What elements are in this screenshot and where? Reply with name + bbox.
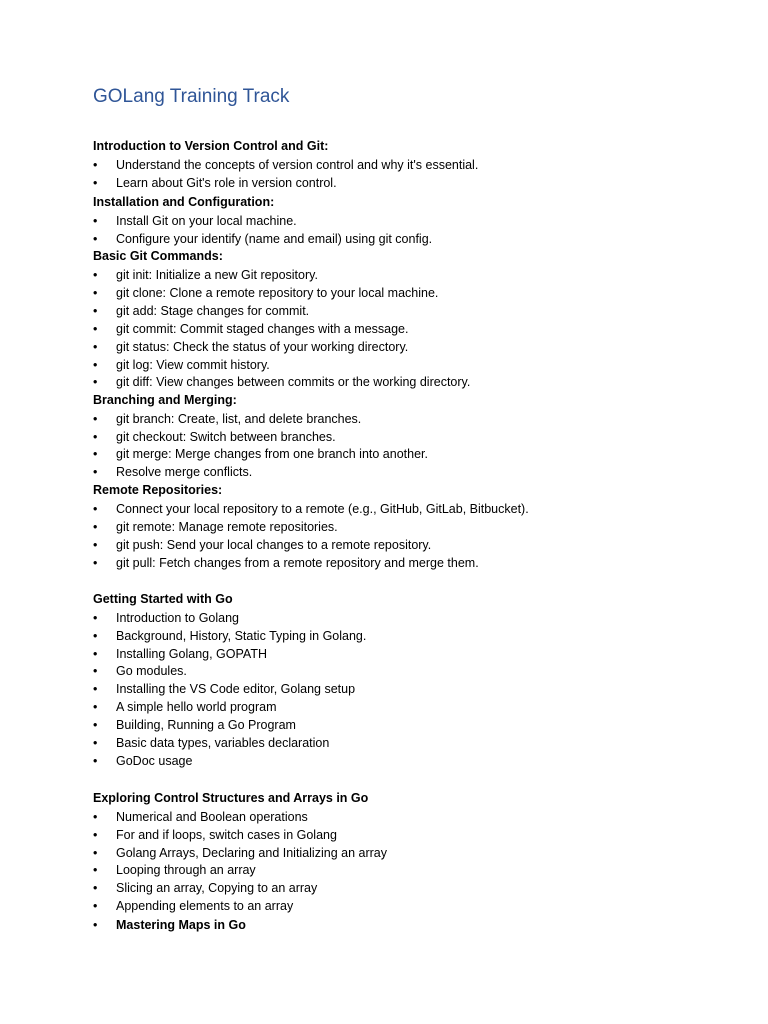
list-item-text: git push: Send your local changes to a remote repository. [116, 538, 432, 552]
bullet-icon: • [93, 810, 98, 824]
list-item-text: Installing Golang, GOPATH [116, 647, 267, 661]
bullet-icon: • [93, 358, 98, 372]
list-item-text: git clone: Clone a remote repository to your local machine. [116, 286, 439, 300]
list-item-text: Background, History, Static Typing in Golang. [116, 629, 367, 643]
bullet-icon: • [93, 846, 98, 860]
list-item-text: A simple hello world program [116, 700, 277, 714]
list-item-text: Golang Arrays, Declaring and Initializing an array [116, 846, 387, 860]
list-item-text: Looping through an array [116, 863, 256, 877]
bullet-icon: • [93, 412, 98, 426]
bullet-icon: • [93, 538, 98, 552]
bullet-icon: • [93, 611, 98, 625]
list-item-text: For and if loops, switch cases in Golang [116, 828, 337, 842]
section-heading: Remote Repositories: [93, 483, 223, 497]
section-heading: Exploring Control Structures and Arrays in Go [93, 791, 369, 805]
section-heading: Getting Started with Go [93, 592, 233, 606]
list-item-text: git add: Stage changes for commit. [116, 304, 310, 318]
list-item-text: Mastering Maps in Go [116, 918, 246, 932]
list-item-text: Configure your identify (name and email) using git config. [116, 232, 433, 246]
list-item-text: git log: View commit history. [116, 358, 270, 372]
list-item-text: Understand the concepts of version control and why it's essential. [116, 158, 479, 172]
bullet-icon: • [93, 629, 98, 643]
bullet-icon: • [93, 899, 98, 913]
section-heading: Installation and Configuration: [93, 195, 275, 209]
bullet-icon: • [93, 286, 98, 300]
bullet-icon: • [93, 304, 98, 318]
bullet-icon: • [93, 682, 98, 696]
list-item-text: git remote: Manage remote repositories. [116, 520, 338, 534]
list-item-text: Connect your local repository to a remote (e.g., GitHub, GitLab, Bitbucket). [116, 502, 529, 516]
section-heading: Introduction to Version Control and Git: [93, 139, 329, 153]
list-item-text: git pull: Fetch changes from a remote repository and merge them. [116, 556, 479, 570]
list-item-text: git branch: Create, list, and delete branches. [116, 412, 362, 426]
bullet-icon: • [93, 881, 98, 895]
list-item-text: Introduction to Golang [116, 611, 239, 625]
list-item-text: Numerical and Boolean operations [116, 810, 308, 824]
bullet-icon: • [93, 647, 98, 661]
list-item-text: Install Git on your local machine. [116, 214, 297, 228]
bullet-icon: • [93, 502, 98, 516]
list-item-text: Appending elements to an array [116, 899, 294, 913]
list-item-text: git merge: Merge changes from one branch into another. [116, 447, 428, 461]
bullet-icon: • [93, 918, 98, 932]
bullet-icon: • [93, 430, 98, 444]
document-title: GOLang Training Track [93, 86, 290, 107]
list-item-text: Basic data types, variables declaration [116, 736, 330, 750]
list-item-text: git checkout: Switch between branches. [116, 430, 336, 444]
bullet-icon: • [93, 465, 98, 479]
section-heading: Branching and Merging: [93, 393, 237, 407]
bullet-icon: • [93, 556, 98, 570]
section-heading: Basic Git Commands: [93, 249, 223, 263]
bullet-icon: • [93, 520, 98, 534]
bullet-icon: • [93, 340, 98, 354]
bullet-icon: • [93, 176, 98, 190]
list-item-text: Learn about Git's role in version control. [116, 176, 337, 190]
bullet-icon: • [93, 447, 98, 461]
bullet-icon: • [93, 718, 98, 732]
bullet-icon: • [93, 214, 98, 228]
bullet-icon: • [93, 158, 98, 172]
list-item-text: git init: Initialize a new Git repository. [116, 268, 318, 282]
list-item-text: Building, Running a Go Program [116, 718, 296, 732]
bullet-icon: • [93, 232, 98, 246]
bullet-icon: • [93, 664, 98, 678]
bullet-icon: • [93, 828, 98, 842]
bullet-icon: • [93, 268, 98, 282]
list-item-text: Resolve merge conflicts. [116, 465, 253, 479]
list-item-text: git commit: Commit staged changes with a message. [116, 322, 409, 336]
bullet-icon: • [93, 736, 98, 750]
list-item-text: git diff: View changes between commits or the working directory. [116, 375, 471, 389]
bullet-icon: • [93, 322, 98, 336]
list-item-text: GoDoc usage [116, 754, 193, 768]
list-item-text: Installing the VS Code editor, Golang setup [116, 682, 356, 696]
list-item-text: git status: Check the status of your working directory. [116, 340, 409, 354]
bullet-icon: • [93, 754, 98, 768]
bullet-icon: • [93, 375, 98, 389]
bullet-icon: • [93, 863, 98, 877]
list-item-text: Slicing an array, Copying to an array [116, 881, 318, 895]
list-item-text: Go modules. [116, 664, 187, 678]
bullet-icon: • [93, 700, 98, 714]
